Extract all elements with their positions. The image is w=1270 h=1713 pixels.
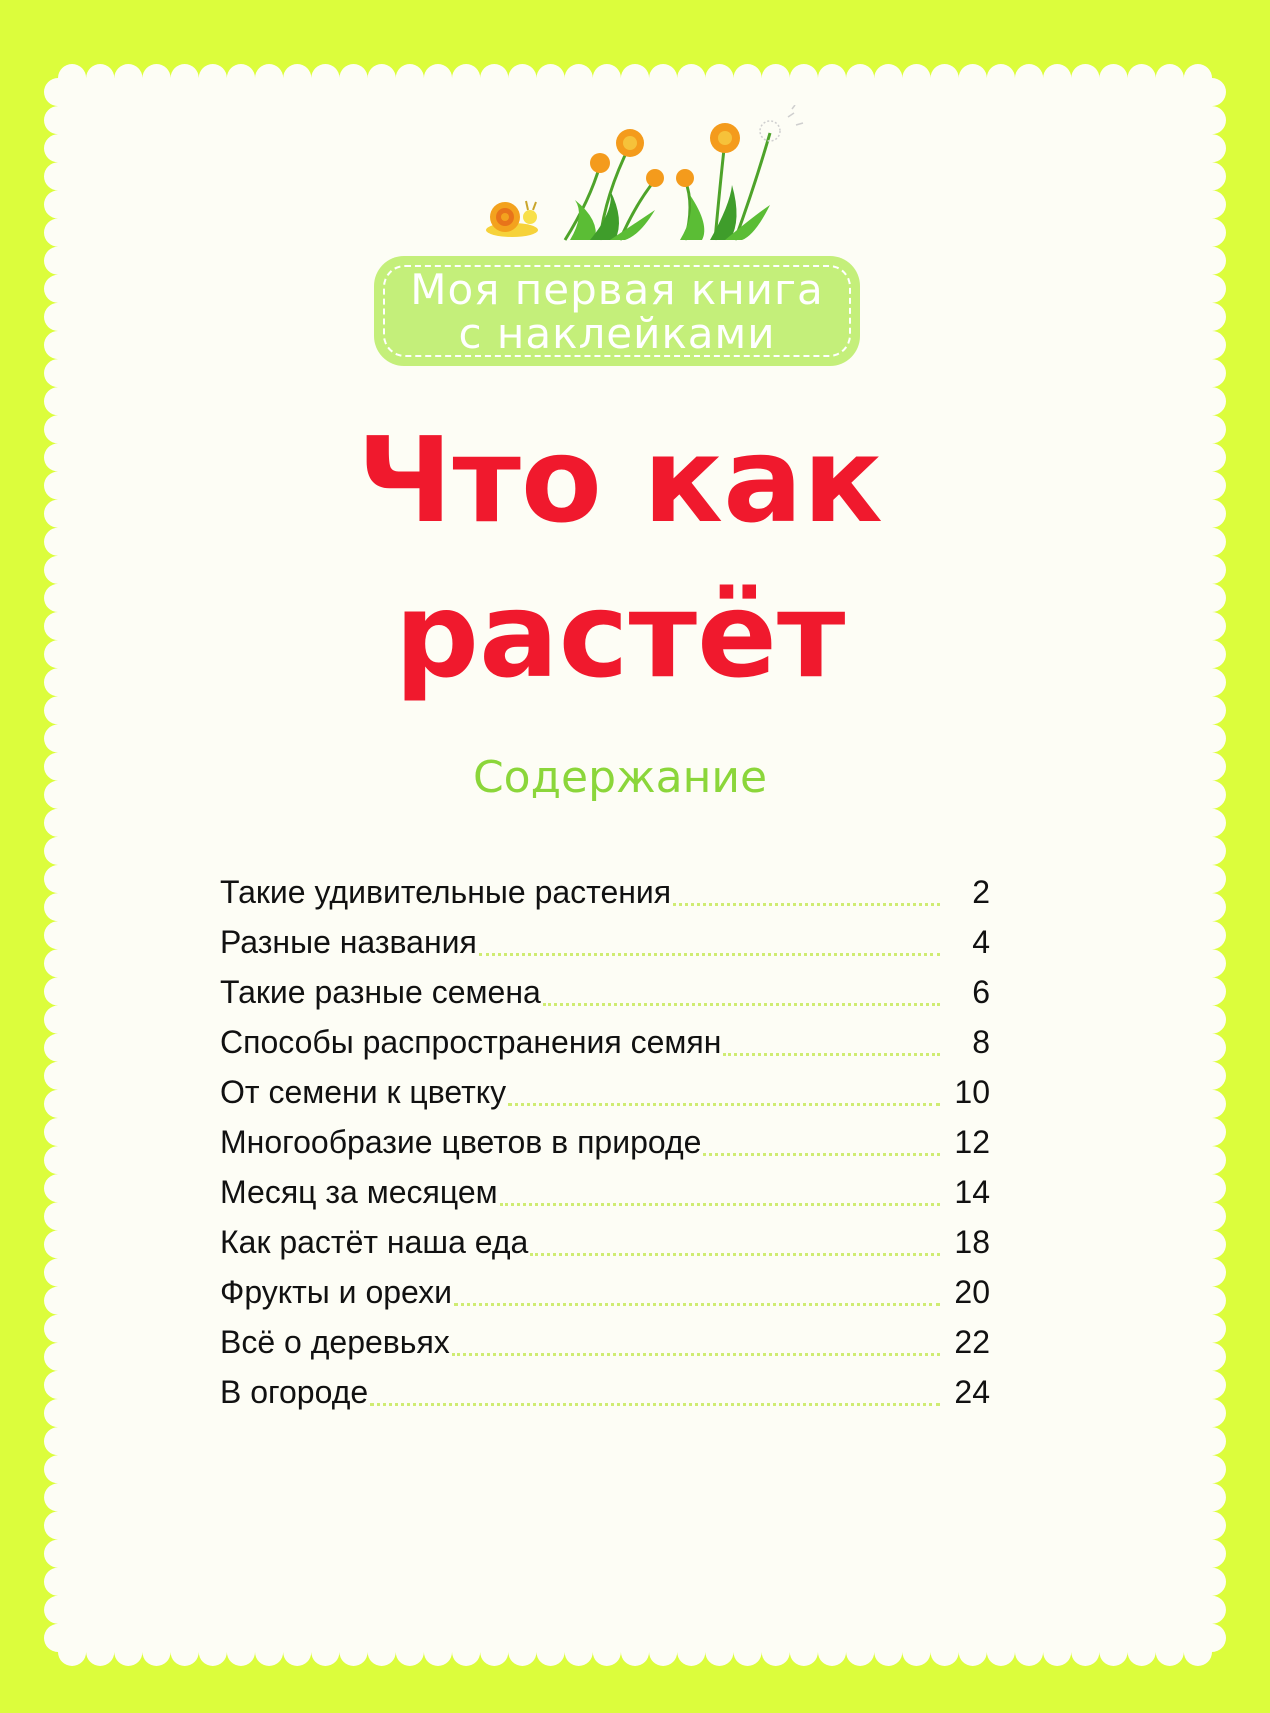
book-title-line1: Что как [357, 411, 883, 549]
dotted-leader [370, 1403, 940, 1406]
toc-entry [220, 1212, 990, 1262]
toc-entry [220, 1062, 990, 1112]
toc-entry-title: Месяц за месяцем [220, 1174, 498, 1210]
dandelion-icon [565, 129, 664, 240]
toc-entry-title: Такие разные семена [220, 974, 541, 1010]
toc-entry-page: 22 [954, 1324, 990, 1360]
table-of-contents [220, 862, 990, 1412]
dandelion-icon [676, 105, 803, 240]
dotted-leader [673, 903, 940, 906]
toc-entry-title: От семени к цветку [220, 1074, 507, 1110]
book-title-line2: растёт [394, 566, 846, 704]
toc-entry-page: 8 [972, 1024, 990, 1060]
dandelion-snail-illustration [470, 105, 830, 245]
toc-entry [220, 1112, 990, 1162]
toc-entry [220, 1012, 990, 1062]
toc-entry [220, 1312, 990, 1362]
dotted-leader [543, 1003, 940, 1006]
dotted-leader [454, 1303, 940, 1306]
toc-entry-page: 14 [954, 1174, 990, 1210]
toc-entry [220, 1262, 990, 1312]
toc-entry-page: 20 [954, 1274, 990, 1310]
series-title-line2: с наклейками [458, 309, 776, 358]
dotted-leader [530, 1253, 940, 1256]
toc-entry-title: В огороде [220, 1374, 369, 1410]
toc-entry-page: 2 [972, 874, 990, 910]
dotted-leader [703, 1153, 940, 1156]
toc-entry [220, 912, 990, 962]
toc-entry-page: 12 [954, 1124, 990, 1160]
toc-entry-title: Способы распространения семян [220, 1024, 722, 1060]
dotted-leader [452, 1353, 940, 1356]
toc-entry-title: Разные названия [220, 924, 477, 960]
toc-entry [220, 862, 990, 912]
toc-entry-page: 4 [972, 924, 990, 960]
toc-entry-page: 6 [972, 974, 990, 1010]
toc-entry [220, 1362, 990, 1412]
toc-heading: Содержание [472, 752, 768, 803]
toc-entry-title: Всё о деревьях [220, 1324, 450, 1360]
toc-entry-page: 18 [954, 1224, 990, 1260]
toc-entry-title: Как растёт наша еда [220, 1224, 529, 1260]
dotted-leader [500, 1203, 940, 1206]
dotted-leader [479, 953, 940, 956]
toc-entry [220, 1162, 990, 1212]
toc-entry-title: Многообразие цветов в природе [220, 1124, 702, 1160]
toc-entry-title: Такие удивительные растения [220, 874, 672, 910]
toc-entry-page: 24 [954, 1374, 990, 1410]
toc-entry-page: 10 [954, 1074, 990, 1110]
dotted-leader [723, 1053, 940, 1056]
toc-entry [220, 962, 990, 1012]
series-title-line1: Моя первая книга [410, 265, 824, 314]
snail-icon [486, 201, 538, 237]
toc-entry-title: Фрукты и орехи [220, 1274, 452, 1310]
dotted-leader [508, 1103, 940, 1106]
series-badge [374, 256, 860, 366]
